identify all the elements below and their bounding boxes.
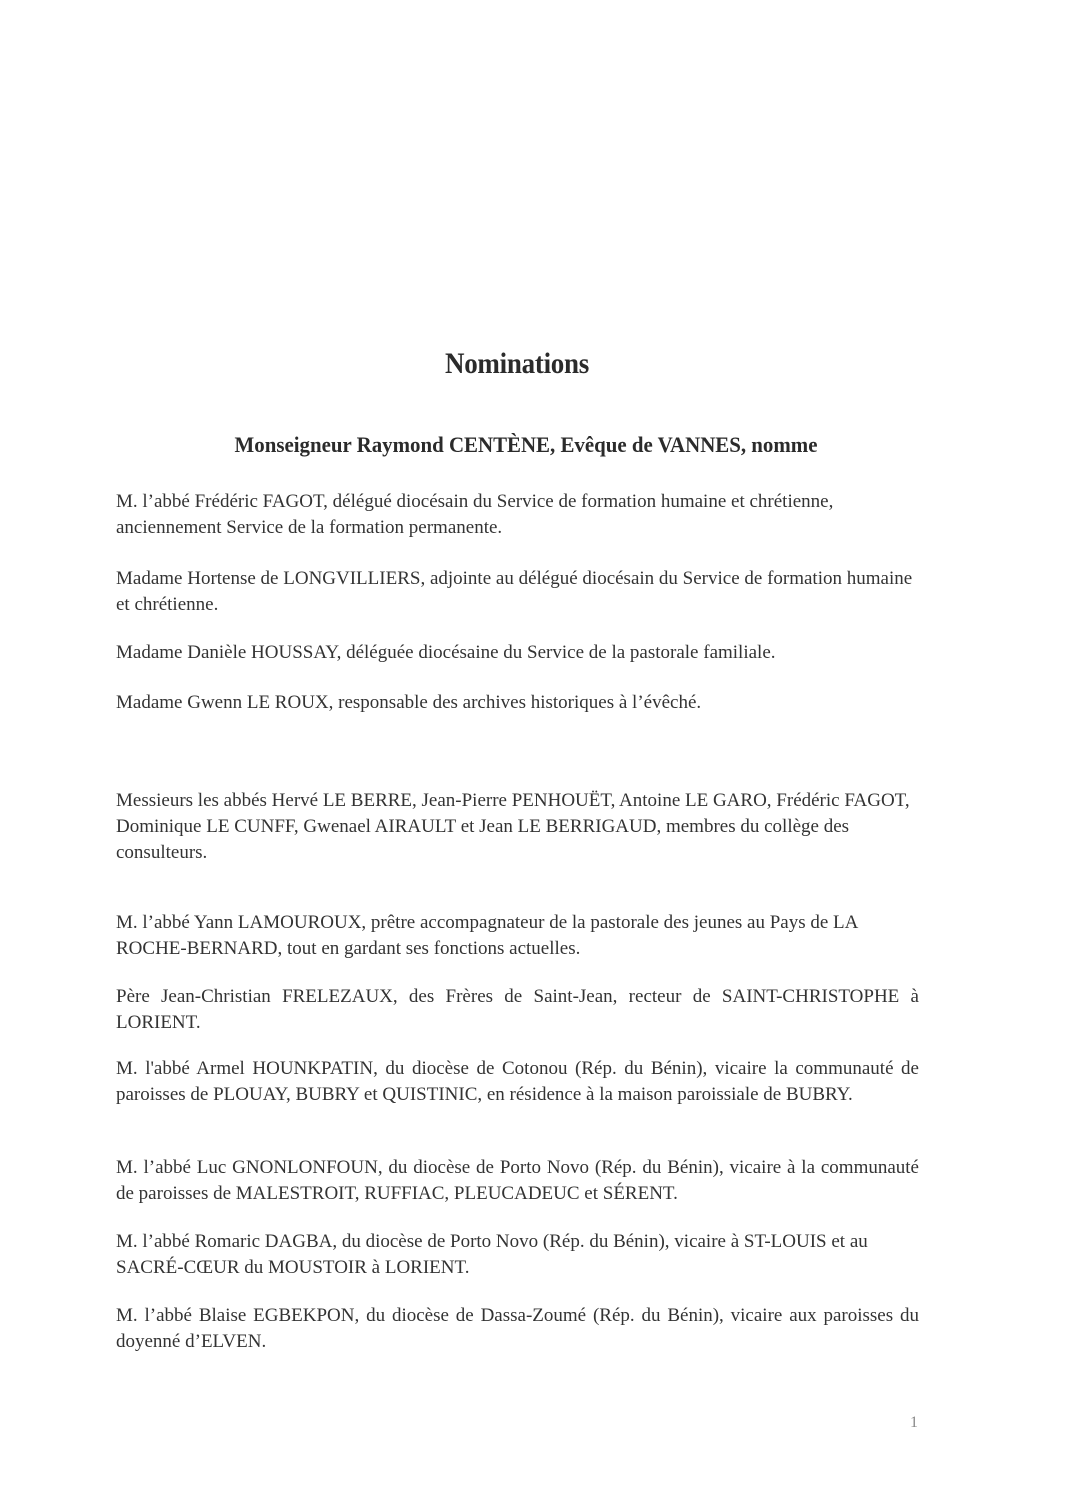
nomination-paragraph: M. l’abbé Yann LAMOUROUX, prêtre accompagnateur de la pastorale des jeunes au Pays de LA ROCHE-BERNARD, tout en gardant ses fonctions actuelles. [116,912,858,959]
nomination-paragraph: M. l’abbé Frédéric FAGOT, délégué diocésain du Service de formation humaine et chrétienne, anciennement Service de la formation permanente. [116,491,834,538]
nomination-paragraph: Madame Hortense de LONGVILLIERS, adjointe au délégué diocésain du Service de formation humaine et chrétienne. [116,568,913,615]
nomination-paragraph: M. l’abbé Luc GNONLONFOUN, du diocèse de Porto Novo (Rép. du Bénin), vicaire à la communauté de paroisses de MALESTROIT, RUFFIAC, PLEUCADEUC et SÉRENT. [116,1157,919,1204]
nomination-paragraph: Madame Danièle HOUSSAY, déléguée diocésaine du Service de la pastorale familiale. [116,642,776,663]
page-number: 1 [910,1414,918,1431]
nomination-paragraph: Messieurs les abbés Hervé LE BERRE, Jean-Pierre PENHOUËT, Antoine LE GARO, Frédéric FAGOT, Dominique LE CUNFF, Gwenael AIRAULT et Jean LE BERRIGAUD, membres du collège des consulteurs. [116,790,910,863]
nomination-paragraph: M. l'abbé Armel HOUNKPATIN, du diocèse de Cotonou (Rép. du Bénin), vicaire la communauté de paroisses de PLOUAY, BUBRY et QUISTINIC, en résidence à la maison paroissiale de BUBRY. [116,1058,919,1105]
page-title: Nominations [444,347,590,381]
nomination-paragraph: Père Jean-Christian FRELEZAUX, des Frères de Saint-Jean, recteur de SAINT-CHRISTOPHE à LORIENT. [116,986,919,1033]
nomination-paragraph: M. l’abbé Romaric DAGBA, du diocèse de Porto Novo (Rép. du Bénin), vicaire à ST-LOUIS et au SACRÉ-CŒUR du MOUSTOIR à LORIENT. [116,1231,868,1278]
document-subtitle: Monseigneur Raymond CENTÈNE, Evêque de VANNES, nomme [234,432,818,458]
nomination-paragraph: M. l’abbé Blaise EGBEKPON, du diocèse de Dassa-Zoumé (Rép. du Bénin), vicaire aux paroisses du doyenné d’ELVEN. [116,1305,919,1352]
nomination-paragraph: Madame Gwenn LE ROUX, responsable des archives historiques à l’évêché. [116,692,702,713]
